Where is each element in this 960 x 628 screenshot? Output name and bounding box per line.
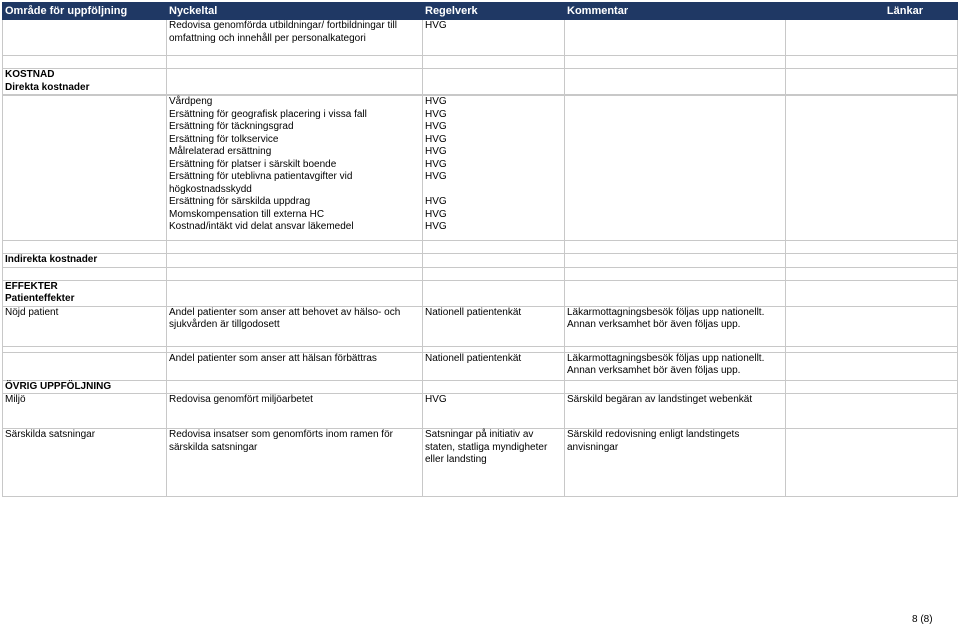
table-row	[3, 96, 958, 241]
follow-up-table	[2, 2, 958, 497]
comment-cell: Särskild begäran av landstinget webenkät	[565, 394, 786, 429]
header-indicator: Nyckeltal	[167, 3, 423, 20]
direct-cost-rules: HVG HVG HVG HVG HVG HVG HVG HVG HVG HVG	[423, 96, 565, 241]
section-kostnad: KOSTNAD Direkta kostnader	[3, 69, 167, 95]
table-header	[3, 3, 958, 20]
header-comment: Kommentar	[565, 3, 786, 20]
section-indirekta: Indirekta kostnader	[3, 254, 167, 268]
table-row	[3, 20, 958, 56]
table-row	[3, 352, 958, 380]
table-row	[3, 429, 958, 497]
area-cell: Särskilda satsningar	[3, 429, 167, 497]
section-ovrig: ÖVRIG UPPFÖLJNING	[3, 380, 167, 394]
rule-cell: HVG	[423, 20, 565, 56]
rule-cell: HVG	[423, 394, 565, 429]
table-row	[3, 306, 958, 346]
comment-cell: Läkarmottagningsbesök följas upp nationellt. Annan verksamhet bör även följas upp.	[565, 352, 786, 380]
header-links: Länkar	[786, 3, 958, 20]
area-cell: Miljö	[3, 394, 167, 429]
section-heading	[3, 280, 958, 306]
indicator-cell: Redovisa insatser som genomförts inom ramen för särskilda satsningar	[167, 429, 423, 497]
comment-cell: Läkarmottagningsbesök följas upp nationellt. Annan verksamhet bör även följas upp.	[565, 306, 786, 346]
indicator-cell: Redovisa genomfört miljöarbetet	[167, 394, 423, 429]
comment-cell: Särskild redovisning enligt landstingets anvisningar	[565, 429, 786, 497]
indicator-cell: Redovisa genomförda utbildningar/ fortbildningar till omfattning och innehåll per personalkategori	[167, 20, 423, 56]
section-heading	[3, 380, 958, 394]
section-heading	[3, 254, 958, 268]
header-area: Område för uppföljning	[3, 3, 167, 20]
direct-cost-items: Vårdpeng Ersättning för geografisk placering i vissa fall Ersättning för täckningsgrad Ersättning för tolkservice Målrelaterad ersättning Ersättning för platser i särskilt boende Ersättning för uteblivna patientavgifter vid högkostnadsskydd Ersättning för särskilda uppdrag Momskompensation till externa HC Kostnad/intäkt vid delat ansvar läkemedel	[167, 96, 423, 241]
section-heading	[3, 69, 958, 95]
rule-cell: Satsningar på initiativ av staten, statliga myndigheter eller landsting	[423, 429, 565, 497]
table-row	[3, 394, 958, 429]
rule-cell: Nationell patientenkät	[423, 352, 565, 380]
rule-cell: Nationell patientenkät	[423, 306, 565, 346]
indicator-cell: Andel patienter som anser att hälsan förbättras	[167, 352, 423, 380]
section-effekter: EFFEKTER Patienteffekter	[3, 280, 167, 306]
header-rules: Regelverk	[423, 3, 565, 20]
page-number: 8 (8)	[912, 614, 933, 625]
area-cell: Nöjd patient	[3, 306, 167, 346]
indicator-cell: Andel patienter som anser att behovet av hälso- och sjukvården är tillgodosett	[167, 306, 423, 346]
